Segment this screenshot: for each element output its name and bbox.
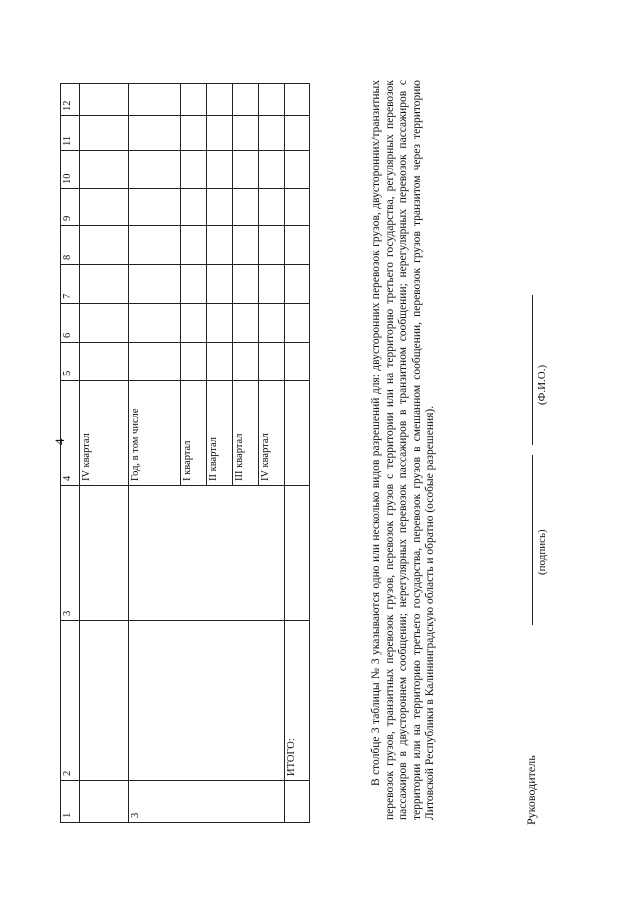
page-number: 4 bbox=[52, 438, 67, 445]
table-cell bbox=[285, 265, 310, 304]
table-cell bbox=[259, 343, 285, 381]
table-cell bbox=[207, 486, 233, 621]
table-cell bbox=[207, 151, 233, 189]
period-cell: Год, в том числе bbox=[129, 381, 181, 486]
table-cell bbox=[181, 84, 207, 116]
table-cell bbox=[181, 226, 207, 265]
table-cell bbox=[233, 151, 259, 189]
quarter-cell: III квартал bbox=[233, 381, 259, 486]
table-cell bbox=[80, 226, 129, 265]
table-header-row bbox=[61, 84, 80, 823]
table-cell bbox=[181, 116, 207, 151]
period-cell: IV квартал bbox=[80, 381, 129, 486]
table-cell bbox=[233, 304, 259, 343]
table-cell bbox=[285, 84, 310, 116]
signatory-role: Руководитель bbox=[524, 755, 538, 825]
table-cell bbox=[233, 84, 259, 116]
table-cell bbox=[80, 621, 129, 781]
table-cell bbox=[233, 189, 259, 226]
table-cell bbox=[80, 486, 129, 621]
table-cell bbox=[181, 486, 207, 621]
table-row bbox=[129, 84, 181, 823]
table-row bbox=[181, 84, 207, 823]
table-cell bbox=[233, 265, 259, 304]
table-cell bbox=[80, 189, 129, 226]
signature-caption: (подпись) bbox=[536, 529, 548, 575]
table-cell bbox=[181, 151, 207, 189]
table-cell bbox=[80, 116, 129, 151]
table-cell bbox=[233, 343, 259, 381]
table-cell bbox=[80, 265, 129, 304]
name-line bbox=[532, 295, 533, 445]
report-table bbox=[60, 83, 310, 823]
signature-line bbox=[532, 455, 533, 625]
table-cell bbox=[129, 226, 181, 265]
table-cell bbox=[80, 151, 129, 189]
row-number-cell: 3 bbox=[129, 781, 181, 823]
table-cell bbox=[129, 621, 181, 781]
table-row bbox=[207, 84, 233, 823]
table-cell bbox=[259, 84, 285, 116]
table-cell bbox=[285, 151, 310, 189]
quarter-cell: IV квартал bbox=[259, 381, 285, 486]
table-cell bbox=[207, 189, 233, 226]
header-cell: 9 bbox=[61, 189, 80, 226]
table-cell bbox=[181, 189, 207, 226]
header-cell: 11 bbox=[61, 116, 80, 151]
name-caption: (Ф.И.О.) bbox=[536, 364, 548, 405]
header-cell: 3 bbox=[61, 486, 80, 621]
table-cell bbox=[285, 116, 310, 151]
header-cell: 5 bbox=[61, 343, 80, 381]
table-cell bbox=[129, 116, 181, 151]
table-cell bbox=[259, 486, 285, 621]
table-cell bbox=[259, 621, 285, 781]
table-cell bbox=[207, 116, 233, 151]
table-cell bbox=[129, 265, 181, 304]
total-row bbox=[285, 84, 310, 823]
header-cell: 2 bbox=[61, 621, 80, 781]
table-cell bbox=[285, 304, 310, 343]
table-cell bbox=[233, 621, 259, 781]
header-cell: 1 bbox=[61, 781, 80, 823]
table-cell bbox=[129, 304, 181, 343]
table-cell bbox=[285, 781, 310, 823]
note-paragraph: В столбце 3 таблицы № 3 указываются одно или несколько видов разрешений для: двусторонних перевозок грузов, двусторонних/транзитных перевозок грузов, транзитных перевозок грузов, перевозок грузов с территории или на территорию третьего государства, регулярных перевозок пассажиров в двустороннем сообщении; нерегулярных перевозок пассажиров в транзитном сообщении; нерегулярных перевозок пассажиров с территории или на территорию третьего государства, перевозок грузов в смешанном сообщении, перевозок грузов транзитом через территорию Литовской Республики в Калининградскую область и обратно (особые разрешения). bbox=[370, 80, 437, 820]
table-cell bbox=[129, 151, 181, 189]
table-cell bbox=[285, 486, 310, 621]
table-cell bbox=[285, 343, 310, 381]
table-cell bbox=[207, 84, 233, 116]
table-cell bbox=[181, 781, 207, 823]
table-cell bbox=[233, 486, 259, 621]
table-cell bbox=[207, 621, 233, 781]
table-cell bbox=[233, 781, 259, 823]
table-cell bbox=[233, 116, 259, 151]
table-cell bbox=[181, 265, 207, 304]
table-cell bbox=[181, 343, 207, 381]
header-cell: 7 bbox=[61, 265, 80, 304]
table-cell bbox=[233, 226, 259, 265]
table-cell bbox=[80, 304, 129, 343]
table-cell bbox=[181, 621, 207, 781]
table-row bbox=[80, 84, 129, 823]
table-cell bbox=[259, 151, 285, 189]
header-cell: 8 bbox=[61, 226, 80, 265]
table-cell bbox=[285, 381, 310, 486]
signature-block bbox=[520, 105, 600, 825]
header-cell: 10 bbox=[61, 151, 80, 189]
table-cell bbox=[259, 189, 285, 226]
table-cell bbox=[181, 304, 207, 343]
table-cell bbox=[207, 265, 233, 304]
table-cell bbox=[129, 84, 181, 116]
table-cell bbox=[207, 226, 233, 265]
table-cell bbox=[207, 781, 233, 823]
table-cell bbox=[207, 343, 233, 381]
table-cell bbox=[207, 304, 233, 343]
table-cell bbox=[80, 781, 129, 823]
table-row bbox=[259, 84, 285, 823]
table-cell bbox=[259, 226, 285, 265]
header-cell: 6 bbox=[61, 304, 80, 343]
table-cell bbox=[80, 84, 129, 116]
header-cell: 4 bbox=[61, 381, 80, 486]
table-cell bbox=[129, 189, 181, 226]
table-cell bbox=[129, 486, 181, 621]
table-cell bbox=[259, 304, 285, 343]
table-cell bbox=[80, 343, 129, 381]
table-cell bbox=[285, 226, 310, 265]
quarter-cell: I квартал bbox=[181, 381, 207, 486]
table-cell bbox=[129, 343, 181, 381]
table-row bbox=[233, 84, 259, 823]
table-cell bbox=[285, 189, 310, 226]
table-cell bbox=[259, 116, 285, 151]
table-cell bbox=[259, 265, 285, 304]
total-label: ИТОГО: bbox=[285, 621, 310, 781]
explanatory-note bbox=[370, 80, 438, 820]
quarter-cell: II квартал bbox=[207, 381, 233, 486]
table-cell bbox=[259, 781, 285, 823]
header-cell: 12 bbox=[61, 84, 80, 116]
